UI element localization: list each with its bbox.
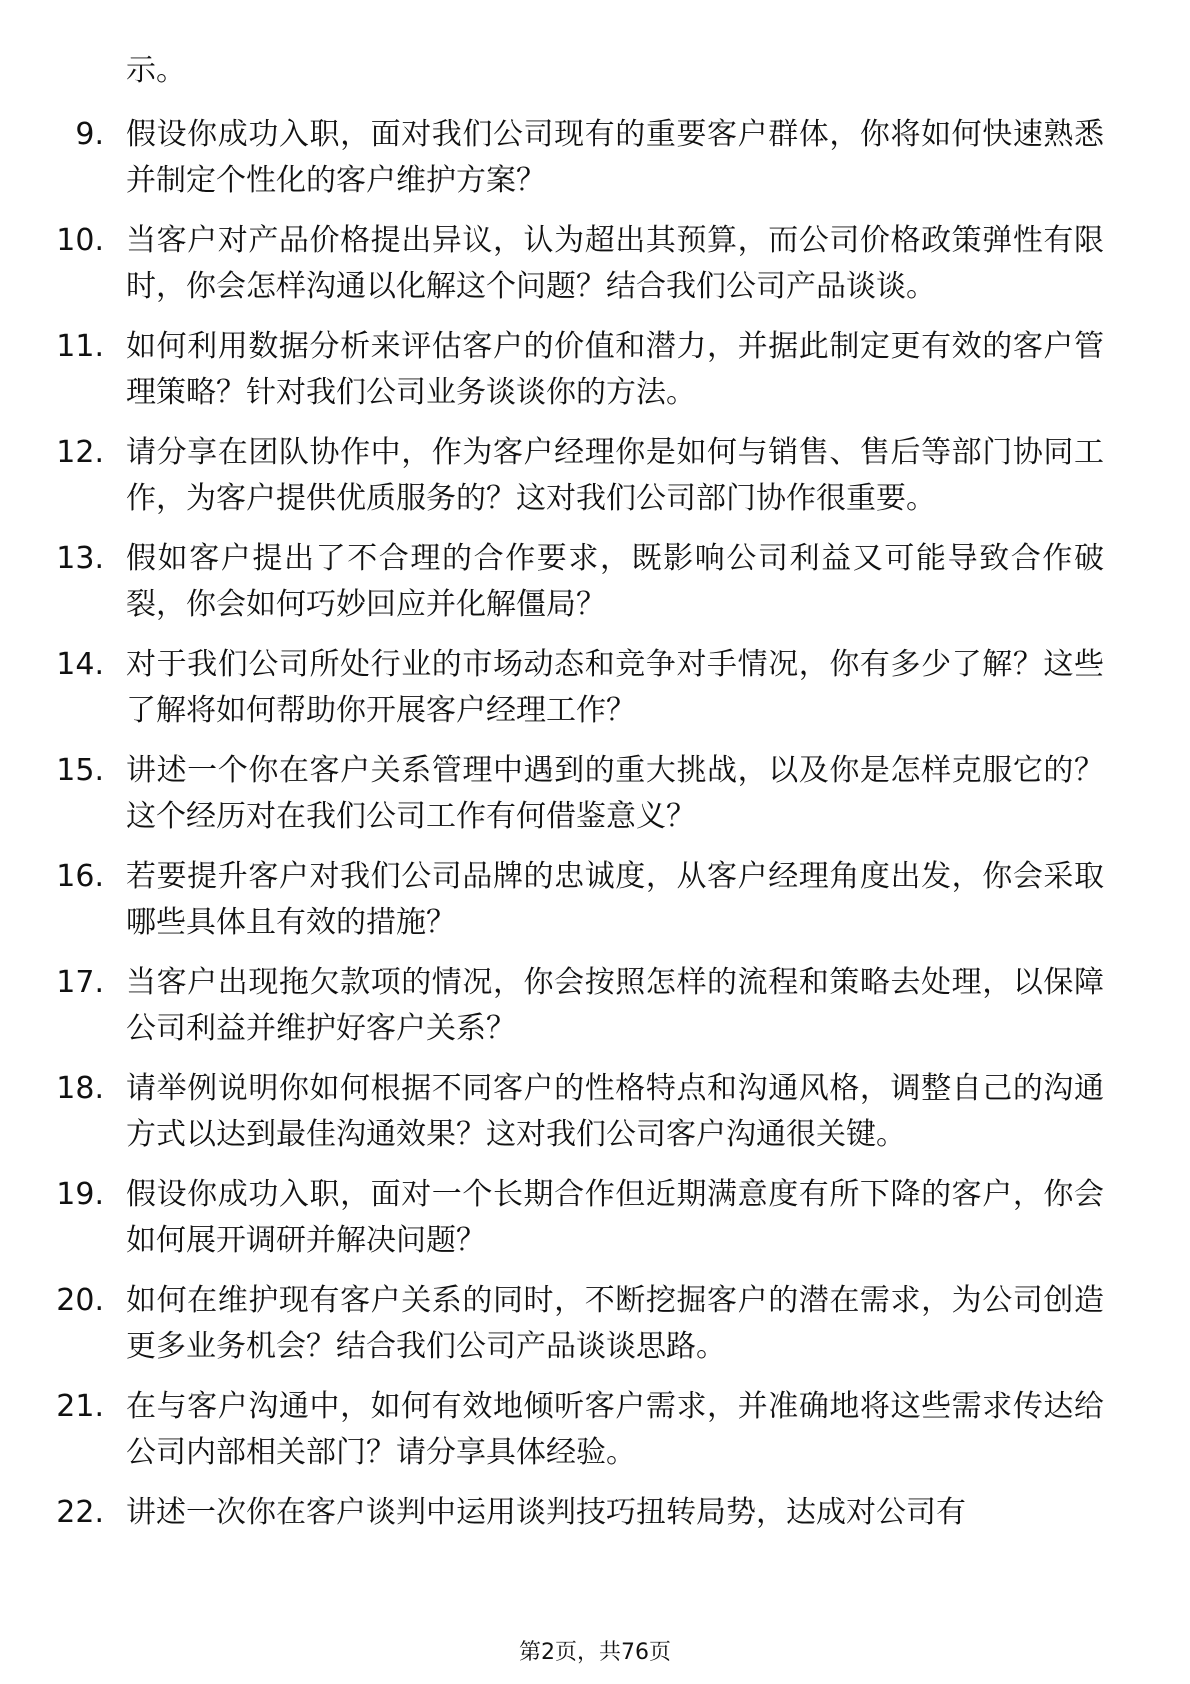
list-item xyxy=(0,112,1190,204)
question-number: 15. xyxy=(56,753,104,788)
list-item xyxy=(0,430,1190,522)
list-item xyxy=(0,324,1190,416)
question-number: 11. xyxy=(56,329,104,364)
continuation-text: 示。 xyxy=(126,53,186,88)
question-number: 9. xyxy=(75,117,104,152)
list-item xyxy=(0,536,1190,628)
question-text: 若要提升客户对我们公司品牌的忠诚度，从客户经理角度出发，你会采取哪些具体且有效的措施？ xyxy=(126,859,1104,940)
list-item xyxy=(0,960,1190,1052)
question-number: 10. xyxy=(56,223,104,258)
question-number: 16. xyxy=(56,859,104,894)
question-text: 假设你成功入职，面对我们公司现有的重要客户群体，你将如何快速熟悉并制定个性化的客户维护方案？ xyxy=(126,117,1104,198)
question-text: 假如客户提出了不合理的合作要求，既影响公司利益又可能导致合作破裂，你会如何巧妙回应并化解僵局？ xyxy=(126,541,1104,622)
list-item xyxy=(0,748,1190,840)
question-text: 如何在维护现有客户关系的同时，不断挖掘客户的潜在需求，为公司创造更多业务机会？结合我们公司产品谈谈思路。 xyxy=(126,1283,1104,1364)
question-number: 21. xyxy=(56,1389,104,1424)
list-item xyxy=(0,1384,1190,1476)
list-item xyxy=(0,1278,1190,1370)
list-item xyxy=(0,642,1190,734)
question-text: 假设你成功入职，面对一个长期合作但近期满意度有所下降的客户，你会如何展开调研并解决问题？ xyxy=(126,1177,1104,1258)
question-text: 讲述一次你在客户谈判中运用谈判技巧扭转局势，达成对公司有 xyxy=(126,1495,966,1530)
question-list xyxy=(0,112,1190,1550)
question-number: 12. xyxy=(56,435,104,470)
list-item xyxy=(0,1172,1190,1264)
question-number: 22. xyxy=(56,1495,104,1530)
question-text: 讲述一个你在客户关系管理中遇到的重大挑战，以及你是怎样克服它的？这个经历对在我们公司工作有何借鉴意义？ xyxy=(126,753,1104,834)
list-item xyxy=(0,1066,1190,1158)
question-text: 如何利用数据分析来评估客户的价值和潜力，并据此制定更有效的客户管理策略？针对我们公司业务谈谈你的方法。 xyxy=(126,329,1104,410)
list-item xyxy=(0,854,1190,946)
question-number: 17. xyxy=(56,965,104,1000)
question-text: 在与客户沟通中，如何有效地倾听客户需求，并准确地将这些需求传达给公司内部相关部门？请分享具体经验。 xyxy=(126,1389,1104,1470)
question-number: 13. xyxy=(56,541,104,576)
question-text: 请举例说明你如何根据不同客户的性格特点和沟通风格，调整自己的沟通方式以达到最佳沟通效果？这对我们公司客户沟通很关键。 xyxy=(126,1071,1104,1152)
question-number: 19. xyxy=(56,1177,104,1212)
list-item xyxy=(0,218,1190,310)
question-text: 当客户对产品价格提出异议，认为超出其预算，而公司价格政策弹性有限时，你会怎样沟通以化解这个问题？结合我们公司产品谈谈。 xyxy=(126,223,1104,304)
question-text: 请分享在团队协作中，作为客户经理你是如何与销售、售后等部门协同工作，为客户提供优质服务的？这对我们公司部门协作很重要。 xyxy=(126,435,1104,516)
question-text: 当客户出现拖欠款项的情况，你会按照怎样的流程和策略去处理，以保障公司利益并维护好客户关系？ xyxy=(126,965,1104,1046)
page-footer: 第2页，共76页 xyxy=(519,1640,671,1665)
question-number: 14. xyxy=(56,647,104,682)
question-text: 对于我们公司所处行业的市场动态和竞争对手情况，你有多少了解？这些了解将如何帮助你开展客户经理工作？ xyxy=(126,647,1104,728)
question-number: 20. xyxy=(56,1283,104,1318)
list-item xyxy=(0,1490,1190,1536)
question-number: 18. xyxy=(56,1071,104,1106)
